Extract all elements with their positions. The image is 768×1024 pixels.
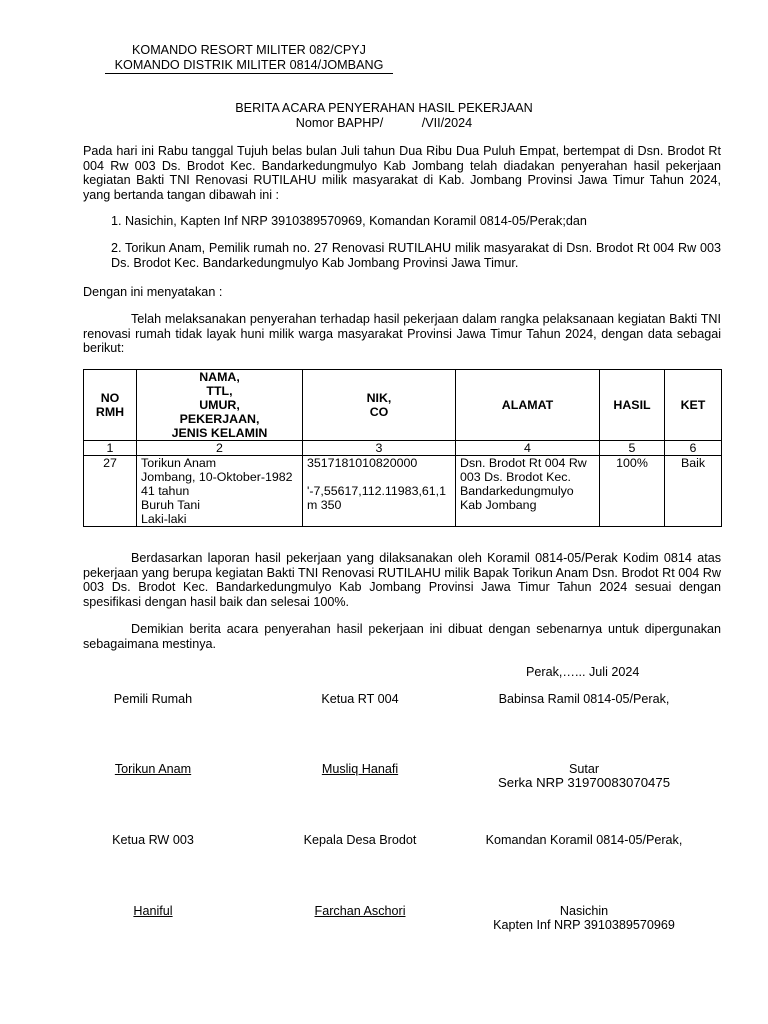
table-header-row [84, 370, 722, 441]
party-2: 2. Torikun Anam, Pemilik rumah no. 27 Renovasi RUTILAHU milik masyarakat di Dsn. Brodot Rt 004 Rw 003 Ds. Brodot Kec. Bandarkedungmulyo Kab Jombang Provinsi Jawa Timur. [111, 241, 721, 270]
header-no-rmh: NO RMH [84, 370, 137, 441]
document-title-block [0, 101, 768, 130]
cell-notes: Baik [665, 456, 722, 527]
declaration-label: Dengan ini menyatakan : [83, 285, 223, 299]
signature-name: Sutar [568, 761, 600, 776]
data-table [83, 369, 722, 527]
cell-house-number: 27 [84, 456, 137, 527]
table-row [84, 456, 722, 527]
signature-rank: Serka NRP 31970083070475 [497, 775, 671, 791]
document-title: BERITA ACARA PENYERAHAN HASIL PEKERJAAN [235, 101, 533, 115]
signature-name: Musliq Hanafi [321, 761, 399, 776]
signature-rt [300, 692, 420, 776]
column-number: 4 [456, 441, 600, 456]
signature-owner [93, 692, 213, 776]
party-1: 1. Nasichin, Kapten Inf NRP 3910389570969, Komandan Koramil 0814-05/Perak;dan [111, 214, 587, 228]
signature-role: Ketua RT 004 [321, 692, 399, 706]
signature-rw [93, 833, 213, 918]
signature-commander [469, 833, 699, 933]
signature-role: Kepala Desa Brodot [303, 833, 417, 847]
signature-role: Pemili Rumah [113, 692, 193, 706]
paragraph-activity: Telah melaksanakan penyerahan terhadap hasil pekerjaan dalam rangka pelaksanaan kegiatan Bakti TNI renovasi rumah tidak layak huni milik warga masyarakat Provinsi Jawa Timur Tahun 2024, dengan data sebagai berikut: [83, 312, 721, 356]
signature-name: Torikun Anam [114, 761, 192, 776]
paragraph-closing: Demikian berita acara penyerahan hasil pekerjaan ini dibuat dengan sebenarnya untuk dipergunakan sebagaimana mestinya. [83, 622, 721, 651]
column-number: 3 [303, 441, 456, 456]
signature-role: Komandan Koramil 0814-05/Perak, [485, 833, 683, 847]
header-identity: NAMA, TTL, UMUR, PEKERJAAN, JENIS KELAMIN [137, 370, 303, 441]
cell-result: 100% [600, 456, 665, 527]
signature-village-head [290, 833, 430, 918]
paragraph-report: Berdasarkan laporan hasil pekerjaan yang dilaksanakan oleh Koramil 0814-05/Perak Kodim 0814 atas pekerjaan yang berupa kegiatan Bakti TNI Renovasi RUTILAHU milik Bapak Torikun Anam Dsn. Brodot Rt 004 Rw 003 Ds. Brodot Kec. Bandarkedungmulyo Kab Jombang Provinsi Jawa Timur Tahun 2024 sesuai dengan spesifikasi dengan hasil baik dan selesai 100%. [83, 551, 721, 609]
cell-identity: Torikun Anam Jombang, 10-Oktober-1982 41 tahun Buruh Tani Laki-laki [137, 456, 303, 527]
signature-babinsa [474, 692, 694, 791]
header-result: HASIL [600, 370, 665, 441]
signature-name: Nasichin [559, 903, 609, 918]
signature-name: Farchan Aschori [314, 903, 406, 918]
signature-role: Babinsa Ramil 0814-05/Perak, [498, 692, 670, 706]
signature-role: Ketua RW 003 [112, 833, 194, 847]
letterhead [105, 43, 393, 74]
cell-address: Dsn. Brodot Rt 004 Rw 003 Ds. Brodot Kec. Bandarkedungmulyo Kab Jombang [456, 456, 600, 527]
cell-nik: 3517181010820000 '-7,55617,112.11983,61,1m 350 [303, 456, 456, 527]
letterhead-line-1: KOMANDO RESORT MILITER 082/CPYJ [132, 43, 366, 57]
header-nik: NIK, CO [303, 370, 456, 441]
letterhead-line-2: KOMANDO DISTRIK MILITER 0814/JOMBANG [105, 58, 393, 75]
header-address: ALAMAT [456, 370, 600, 441]
column-number: 6 [665, 441, 722, 456]
column-number: 2 [137, 441, 303, 456]
table-number-row [84, 441, 722, 456]
column-number: 5 [600, 441, 665, 456]
place-date: Perak,…... Juli 2024 [526, 665, 640, 679]
signature-rank: Kapten Inf NRP 3910389570969 [493, 918, 675, 933]
intro-paragraph: Pada hari ini Rabu tanggal Tujuh belas bulan Juli tahun Dua Ribu Dua Puluh Empat, bertempat di Dsn. Brodot Rt 004 Rw 003 Ds. Brodot Kec. Bandarkedungmulyo Kab Jombang telah diadakan penyerahan hasil pekerjaan kegiatan Bakti TNI Renovasi RUTILAHU milik masyarakat di Kab. Jombang Provinsi Jawa Timur Tahun 2024, yang bertanda tangan dibawah ini : [83, 144, 721, 202]
signature-name: Haniful [133, 903, 173, 918]
document-number: Nomor BAPHP/ /VII/2024 [295, 115, 473, 130]
header-notes: KET [665, 370, 722, 441]
column-number: 1 [84, 441, 137, 456]
